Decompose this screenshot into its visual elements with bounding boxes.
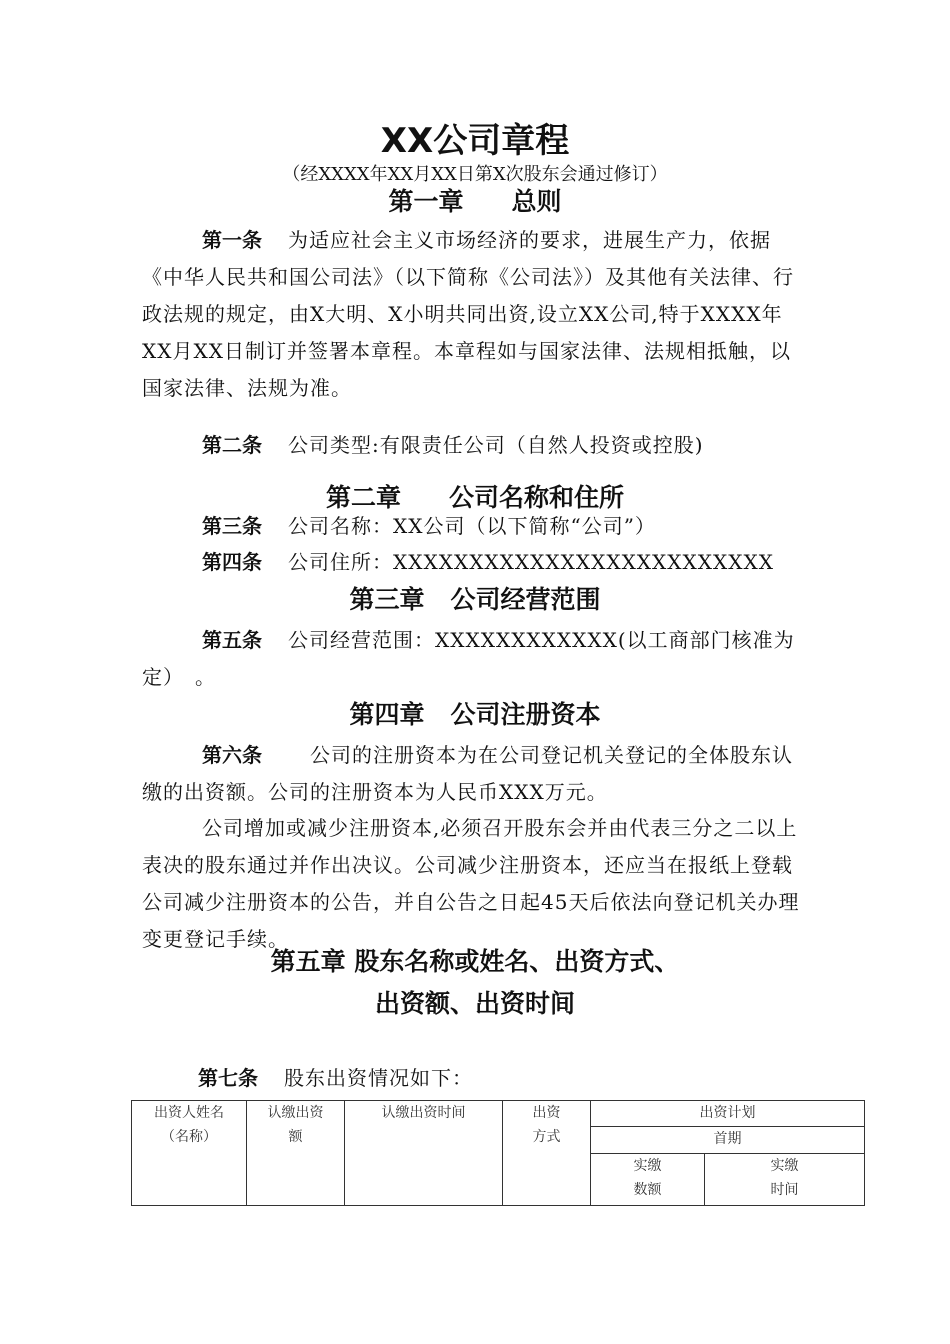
article-text: 公司的注册资本为在公司登记机关登记的全体股东认缴的出资额。公司的注册资本为人民币XXX万元。 — [142, 743, 793, 804]
document-title: XX公司章程 — [380, 121, 570, 161]
capital-contribution-table — [131, 1100, 865, 1206]
article-5 — [142, 622, 804, 696]
article-text: 公司类型:有限责任公司（自然人投资或控股) — [288, 433, 704, 457]
header-paid-amount: 实缴数额 — [591, 1154, 705, 1206]
chapter-5-heading-line2: 出资额、出资时间 — [374, 989, 575, 1018]
article-6 — [142, 737, 804, 811]
header-contribution-plan: 出资计划 — [591, 1101, 865, 1127]
chapter-2-heading: 第二章 公司名称和住所 — [325, 483, 625, 512]
article-text: 为适应社会主义市场经济的要求，进展生产力，依据《中华人民共和国公司法》（以下简称《公司法》）及其他有关法律、行政法规的规定，由X大明、X小明共同出资,设立XX公司,特于XXXX年XX月XX日制订并签署本章程。本章程如与国家法律、法规相抵触，以国家法律、法规为准。 — [142, 228, 794, 400]
header-first-installment: 首期 — [591, 1127, 865, 1154]
article-3 — [202, 511, 656, 541]
header-subscribed-time: 认缴出资时间 — [345, 1101, 503, 1206]
chapter-3-heading: 第三章 公司经营范围 — [349, 585, 601, 614]
article-label: 第三条 — [202, 514, 262, 538]
article-text: 公司经营范围：XXXXXXXXXXXX(以工商部门核准为定） 。 — [142, 628, 795, 689]
header-subscribed-amount: 认缴出资额 — [247, 1101, 345, 1206]
article-label: 第四条 — [202, 550, 262, 574]
header-contribution-method: 出资方式 — [503, 1101, 591, 1206]
document-subtitle: （经XXXX年XX月XX日第X次股东会通过修订） — [282, 164, 668, 185]
chapter-4-heading: 第四章 公司注册资本 — [349, 700, 601, 729]
article-4 — [202, 547, 774, 577]
header-investor-name: 出资人姓名（名称） — [132, 1101, 247, 1206]
article-label: 第六条 — [202, 743, 262, 767]
article-label: 第一条 — [202, 228, 262, 252]
article-2 — [202, 430, 704, 460]
article-label: 第五条 — [202, 628, 262, 652]
header-paid-time: 实缴时间 — [705, 1154, 865, 1206]
table-header-row — [132, 1101, 865, 1127]
article-text: 公司住所：XXXXXXXXXXXXXXXXXXXXXXXXX — [288, 550, 774, 574]
chapter-5-heading-line1: 第五章 股东名称或姓名、出资方式、 — [270, 947, 680, 976]
article-1 — [142, 222, 804, 407]
article-label: 第二条 — [202, 433, 262, 457]
chapter-1-heading: 第一章 总则 — [388, 187, 562, 216]
capital-change-paragraph: 公司增加或减少注册资本,必须召开股东会并由代表三分之二以上表决的股东通过并作出决议。公司减少注册资本，还应当在报纸上登载公司减少注册资本的公告，并自公告之日起45天后依法向登记机关办理变更登记手续。 — [142, 816, 800, 951]
article-label: 第七条 — [198, 1066, 258, 1090]
article-text: 公司名称：XX公司（以下简称“公司”） — [288, 514, 656, 538]
article-7 — [198, 1063, 473, 1093]
article-text: 股东出资情况如下： — [284, 1066, 473, 1090]
